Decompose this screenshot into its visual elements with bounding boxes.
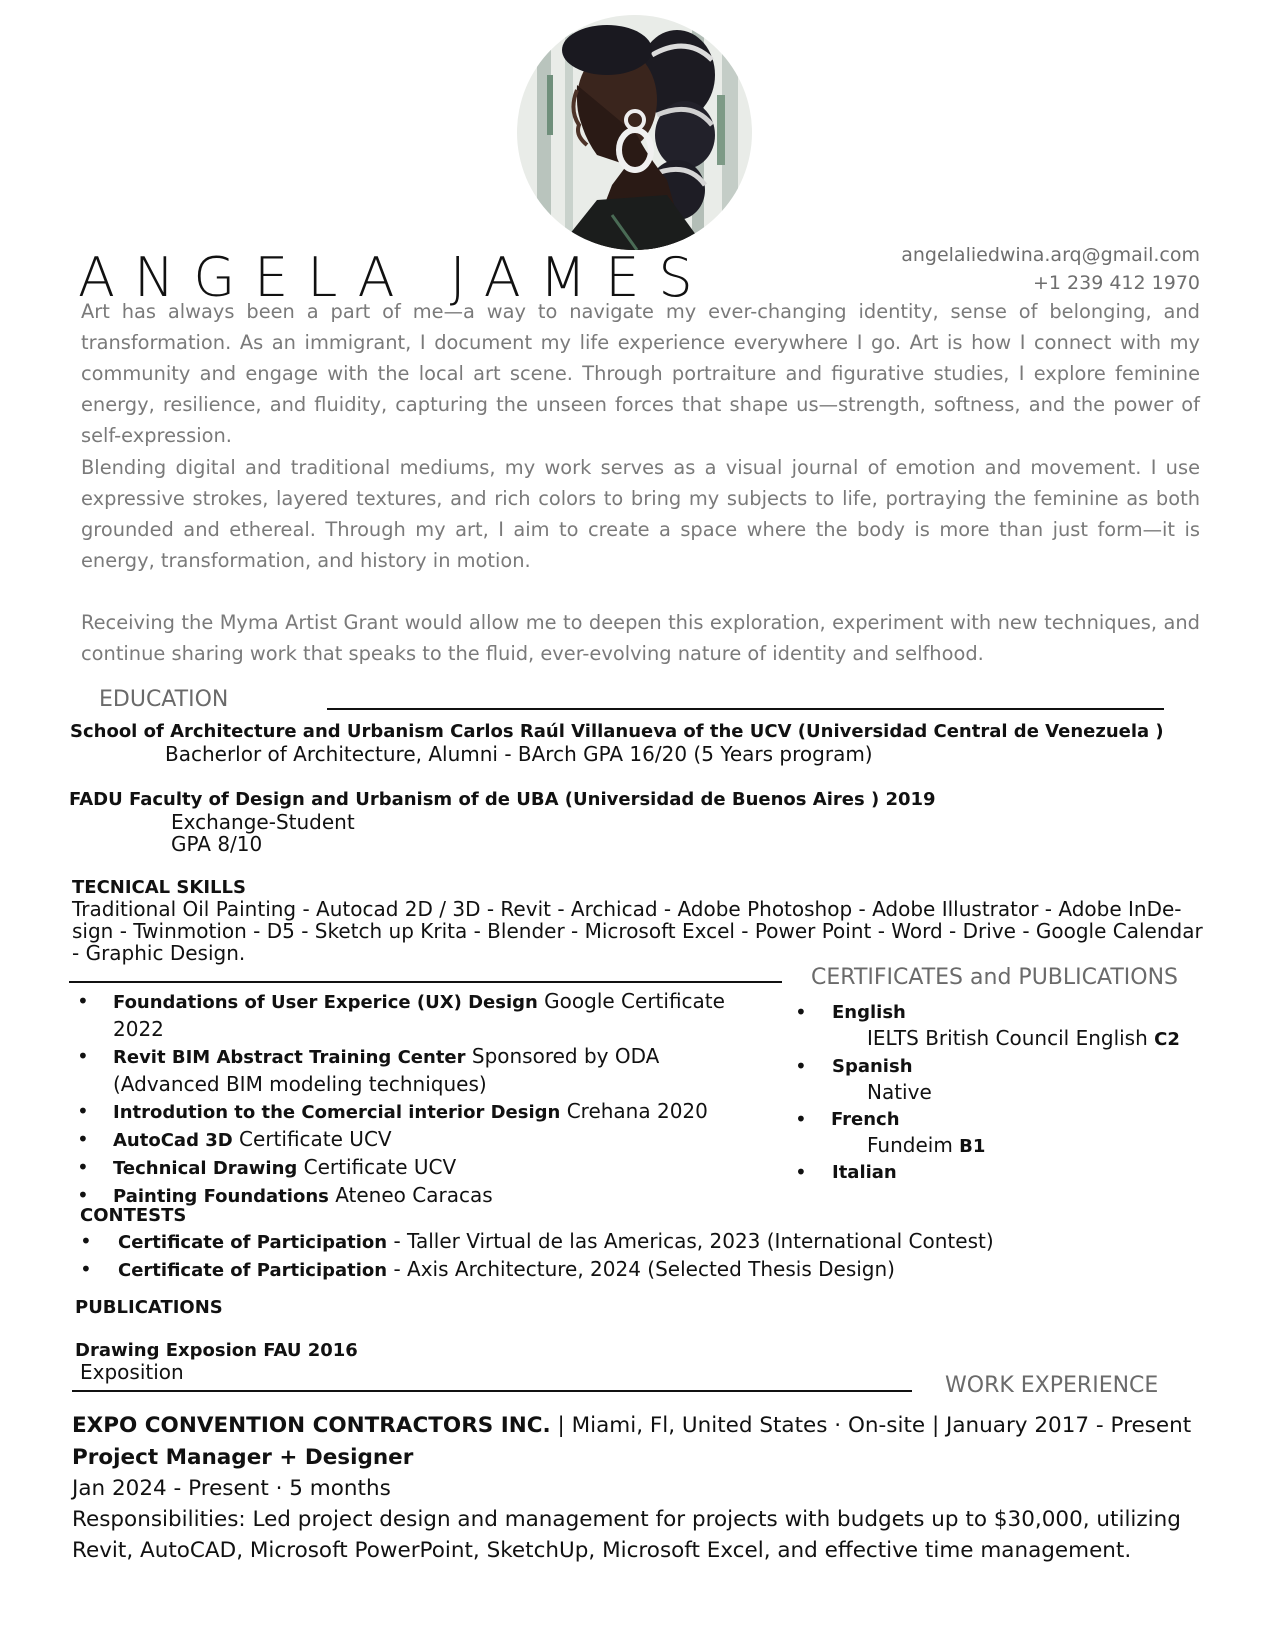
certificate-item [77, 1098, 757, 1126]
language-name: French [831, 1109, 900, 1130]
education-school-2: FADU Faculty of Design and Urbanism of de UBA (Universidad de Buenos Aires ) 2019 [69, 789, 936, 810]
language-item-italian: • Italian [795, 1160, 897, 1184]
certificate-title: Revit BIM Abstract Training Center [113, 1047, 466, 1068]
applicant-name: ANGELA JAMES [78, 246, 712, 309]
certificates-divider [69, 981, 782, 983]
work-company: EXPO CONVENTION CONTRACTORS INC. [72, 1413, 551, 1438]
certificates-title-a: CERTIFICATES [811, 965, 964, 990]
bio-paragraph-3: Receiving the Myma Artist Grant would allow me to deepen this exploration, experiment with new techniques, and continue sharing work that speaks to the fluid, ever-evolving nature of identity and selfhood. [81, 611, 1200, 665]
skills-line-1: Traditional Oil Painting - Autocad 2D / 3D - Revit - Archicad - Adobe Photoshop - Adobe Illustrator - Adobe InDe- [72, 897, 1182, 921]
language-detail [795, 1080, 1195, 1107]
languages-list [795, 1000, 1195, 1186]
bio-paragraph-2: Blending digital and traditional mediums, my work serves as a visual journal of emotion and movement. I use expressive strokes, layered textures, and rich colors to bring my subjects to life, portraying the feminine as both grounded and ethereal. Through my art, I aim to create a space where the body is more than just form—it is energy, transformation, and history in motion. [81, 456, 1200, 572]
publication-sub: Exposition [80, 1360, 184, 1384]
certificates-title-and: and [970, 965, 1012, 990]
certificate-detail: Google Certificate 2022 [113, 989, 725, 1041]
certificate-title: Technical Drawing [113, 1158, 298, 1179]
language-name: Italian [832, 1162, 897, 1183]
language-detail-text: Fundeim [867, 1133, 960, 1157]
certificate-item [77, 1154, 757, 1182]
contest-item [80, 1256, 980, 1284]
publication-item: Drawing Exposion FAU 2016 [75, 1340, 358, 1361]
education-degree-1: Bacherlor of Architecture, Alumni - BArch GPA 16/20 (5 Years program) [165, 742, 873, 766]
certificate-detail: Certificate UCV [232, 1127, 392, 1151]
language-name: Spanish [832, 1056, 913, 1077]
certificate-detail: Ateneo Caracas [328, 1183, 493, 1207]
portrait-illustration [517, 15, 752, 250]
certificate-detail: Certificate UCV [297, 1155, 457, 1179]
contest-detail: - Axis Architecture, 2024 (Selected Thesis Design) [387, 1257, 895, 1281]
language-detail-text: IELTS British Council English [867, 1026, 1155, 1050]
certificate-item [77, 1043, 757, 1098]
bio-paragraph-1: Art has always been a part of me—a way to navigate my ever-changing identity, sense of belonging, and transformation. As an immigrant, I document my life experience everywhere I go. Art is how I connect with my community and engage with the local art scene. Through portraiture and figurative studies, I explore feminine energy, resilience, and fluidity, capturing the unseen forces that shape us—strength, softness, and the power of self-expression. [81, 300, 1200, 447]
contests-list [80, 1228, 994, 1284]
work-role: Project Manager + Designer [72, 1445, 414, 1470]
certificate-title: Introdution to the Comercial interior Design [113, 1102, 561, 1123]
work-heading: WORK EXPERIENCE [945, 1373, 1159, 1398]
certificate-item [77, 988, 757, 1043]
certificate-detail: Crehana 2020 [560, 1099, 708, 1123]
publications-heading: PUBLICATIONS [75, 1297, 223, 1318]
contests-heading: CONTESTS [80, 1205, 187, 1226]
work-responsibilities-2: Revit, AutoCAD, Microsoft PowerPoint, SketchUp, Microsoft Excel, and effective time management. [72, 1538, 1132, 1563]
certificate-detail: Sponsored by ODA (Advanced BIM modeling techniques) [113, 1044, 660, 1096]
language-level: B1 [959, 1136, 986, 1157]
education-detail-2a: Exchange-Student [171, 810, 355, 834]
certificate-item [77, 1126, 757, 1154]
certificates-title-b: PUBLICATIONS [1018, 965, 1178, 990]
language-detail [795, 1133, 1195, 1160]
work-responsibilities-1: Responsibilities: Led project design and management for projects with budgets up to $30,000, utilizing [72, 1507, 1181, 1532]
certificate-title: Foundations of User Experice (UX) Design [113, 992, 538, 1013]
skills-line-3: - Graphic Design. [72, 941, 246, 965]
certificate-title: AutoCad 3D [113, 1130, 233, 1151]
certificate-title: Painting Foundations [113, 1186, 329, 1207]
skills-heading: TECNICAL SKILLS [72, 877, 246, 898]
language-detail [795, 1026, 1195, 1054]
contest-title: Certificate of Participation [118, 1232, 388, 1253]
contest-title: Certificate of Participation [118, 1260, 388, 1281]
certificates-list [77, 988, 757, 1210]
contest-detail: - Taller Virtual de las Americas, 2023 (International Contest) [387, 1229, 994, 1253]
work-divider [72, 1390, 912, 1392]
language-item-spanish: • Spanish [795, 1054, 913, 1078]
certificates-heading [811, 965, 1178, 990]
education-school-1: School of Architecture and Urbanism Carlos Raúl Villanueva of the UCV (Universidad Central de Venezuela ) [70, 721, 1164, 742]
work-company-line [72, 1413, 1191, 1438]
skills-line-2: sign - Twinmotion - D5 - Sketch up Krita - Blender - Microsoft Excel - Power Point - Word - Drive - Google Calendar [72, 919, 1203, 943]
phone-number: +1 239 412 1970 [1032, 272, 1200, 294]
language-item-french: • French [795, 1107, 900, 1131]
education-detail-2b: GPA 8/10 [171, 832, 263, 856]
language-level: C2 [1154, 1029, 1180, 1050]
email-link[interactable]: angelaliedwina.arq@gmail.com [901, 244, 1200, 266]
work-company-detail: | Miami, Fl, United States · On-site | January 2017 - Present [550, 1413, 1192, 1438]
language-detail-text: Native [867, 1080, 932, 1104]
contest-item [80, 1228, 994, 1256]
work-dates: Jan 2024 - Present · 5 months [72, 1476, 391, 1501]
language-name: English [832, 1002, 906, 1023]
education-divider [327, 708, 1164, 710]
education-heading: EDUCATION [99, 687, 229, 712]
language-item-english: • English [795, 1000, 906, 1024]
